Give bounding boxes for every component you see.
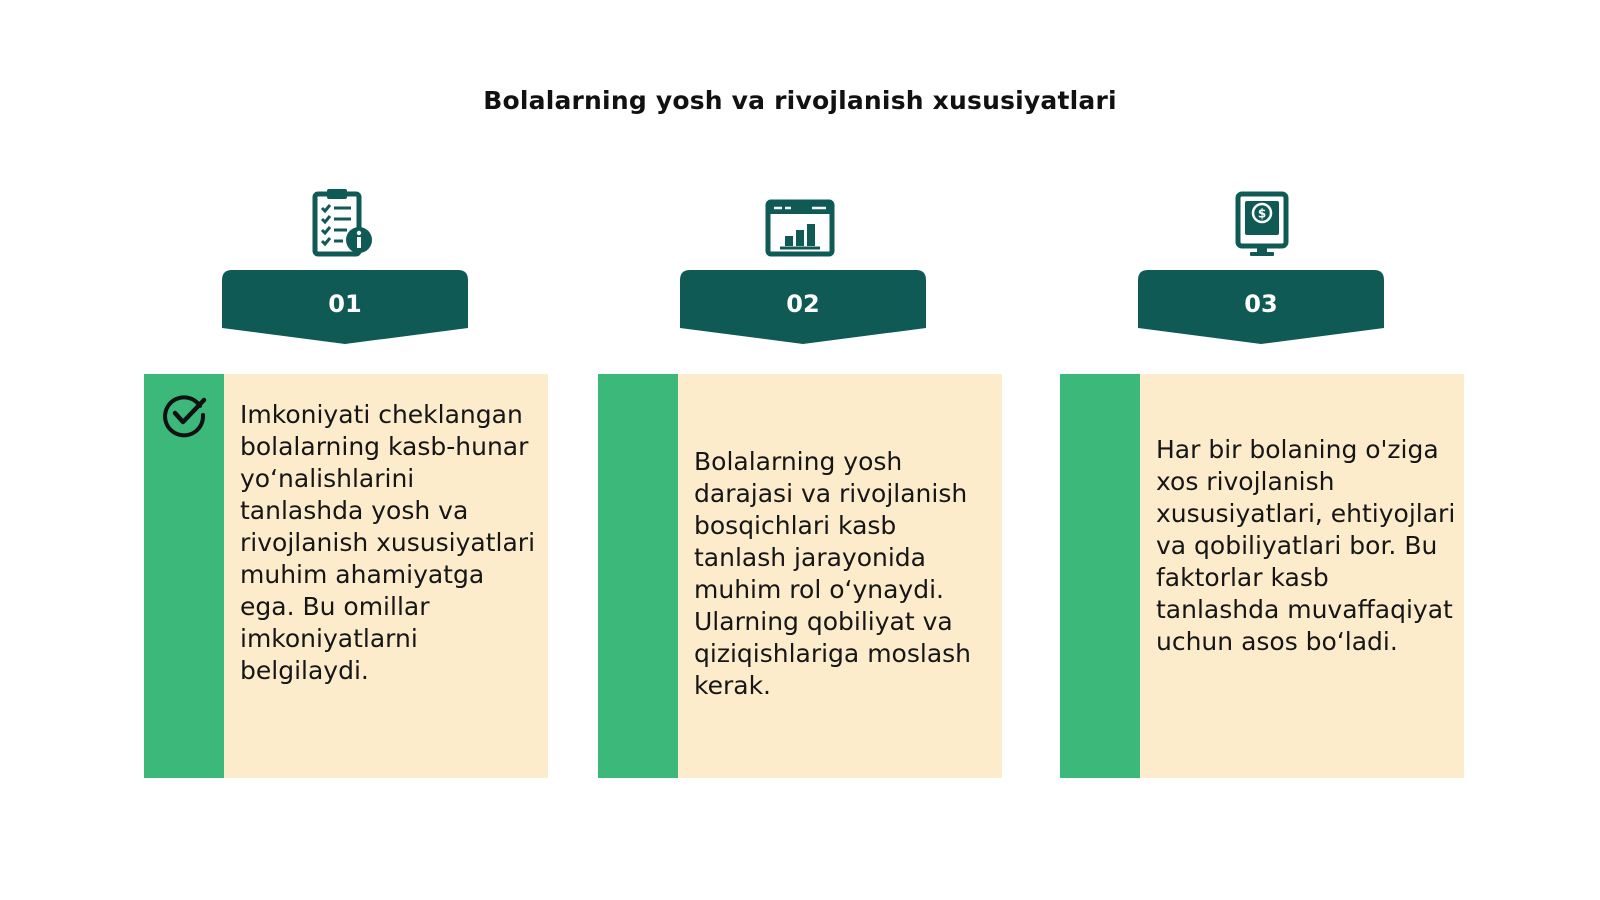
card-accent-bar (1060, 374, 1140, 778)
step-description: Har bir bolaning o'ziga xos rivojlanish xususiyatlari, ehtiyojlari va qobiliyatlari bor. Bu faktorlar kasb tanlashda muvaffaqiyat uchun asos boʻladi. (1156, 435, 1456, 656)
step-card (144, 374, 548, 778)
step-badge (222, 270, 468, 350)
slide-title: Bolalarning yosh va rivojlanish xususiyatlari (483, 86, 1117, 115)
step-number: 03 (1244, 290, 1278, 318)
monitor-dollar-icon (1222, 186, 1302, 266)
browser-bar-chart-icon (760, 186, 840, 266)
step-description: Bolalarning yosh darajasi va rivojlanish bosqichlari kasb tanlash jarayonida muhim rol oʻynaydi. Ularning qobiliyat va qiziqishlariga moslash kerak. (694, 447, 972, 700)
step-number: 02 (786, 290, 820, 318)
svg-text:$: $ (1257, 206, 1267, 221)
step-card (1060, 374, 1464, 778)
step-badge (1138, 270, 1384, 350)
clipboard-checklist-info-icon (305, 186, 385, 266)
check-circle-icon (162, 392, 208, 438)
step-badge (680, 270, 926, 350)
step-description: Imkoniyati cheklangan bolalarning kasb-hunar yoʻnalishlarini tanlashda yosh va rivojlanish xususiyatlari muhim ahamiyatga ega. Bu omillar imkoniyatlarni belgilaydi. (240, 400, 536, 685)
step-card (598, 374, 1002, 778)
step-number: 01 (328, 290, 362, 318)
card-accent-bar (598, 374, 678, 778)
